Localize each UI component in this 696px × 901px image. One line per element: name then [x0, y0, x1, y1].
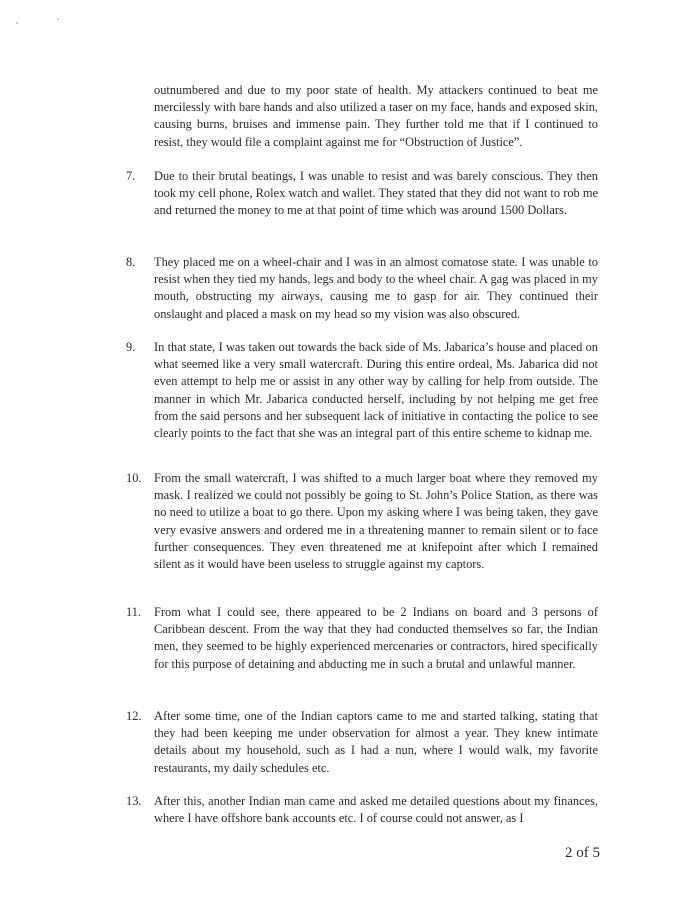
- item-number: 11.: [126, 605, 142, 619]
- item-number: 10.: [126, 471, 142, 485]
- item-paragraph: They placed me on a wheel-chair and I was in an almost comatose state. I was unable to resist when they tied my hands, legs and body to the wheel chair. A gag was placed in my mouth, obstructing my airways, causing me to gasp for air. They continued their onslaught and placed a mask on my head so my vision was also obscured.: [154, 255, 598, 321]
- item-number: 8.: [126, 255, 136, 269]
- item-number: 13.: [126, 794, 142, 808]
- item-number: 9.: [126, 340, 136, 354]
- item-paragraph: Due to their brutal beatings, I was unable to resist and was barely conscious. They then took my cell phone, Rolex watch and wallet. They stated that they did not want to rob me and returned the money to me at that point of time which was around 1500 Dollars.: [154, 169, 598, 218]
- intro-paragraph: outnumbered and due to my poor state of health. My attackers continued to beat me mercilessly with bare hands and also utilized a taser on my face, hands and exposed skin, causing burns, bruises and immense pain. They further told me that if I continued to resist, they would file a complaint against me for “Obstruction of Justice”.: [154, 83, 598, 149]
- item-number: 7.: [126, 169, 136, 183]
- item-number: 12.: [126, 709, 142, 723]
- scan-speck: [16, 22, 18, 24]
- item-paragraph: After this, another Indian man came and asked me detailed questions about my finances, where I have offshore bank accounts etc. I of course could not answer, as I: [154, 794, 598, 826]
- item-paragraph: From what I could see, there appeared to be 2 Indians on board and 3 persons of Caribbean descent. From the way that they had conducted themselves so far, the Indian men, they seemed to be highly experienced mercenaries or contractors, hired specifically for this purpose of detaining and abducting me in such a brutal and unlawful manner.: [154, 605, 598, 671]
- item-paragraph: In that state, I was taken out towards the back side of Ms. Jabarica’s house and placed on what seemed like a very small watercraft. During this entire ordeal, Ms. Jabarica did not even attempt to help me or assist in any other way by calling for help from outside. The manner in which Mr. Jabarica conducted herself, including by not helping me get free from the said persons and her subsequent lack of initiative in contacting the police to see clearly points to the fact that she was an integral part of this entire scheme to kidnap me.: [154, 340, 598, 441]
- page-number: 2 of 5: [565, 845, 600, 861]
- scan-speck: [57, 18, 59, 20]
- item-paragraph: From the small watercraft, I was shifted to a much larger boat where they removed my mask. I realized we could not possibly be going to St. John’s Police Station, as there was no need to utilize a boat to go there. Upon my asking where I was being taken, they gave very evasive answers and ordered me in a threatening manner to remain silent or to face further consequences. They even threatened me at knifepoint after which I remained silent as it would have been useless to struggle against my captors.: [154, 471, 598, 572]
- item-paragraph: After some time, one of the Indian captors came to me and started talking, stating that they had been keeping me under observation for almost a year. They knew intimate details about my household, such as I had a nun, where I would walk, my favorite restaurants, my daily schedules etc.: [154, 709, 598, 775]
